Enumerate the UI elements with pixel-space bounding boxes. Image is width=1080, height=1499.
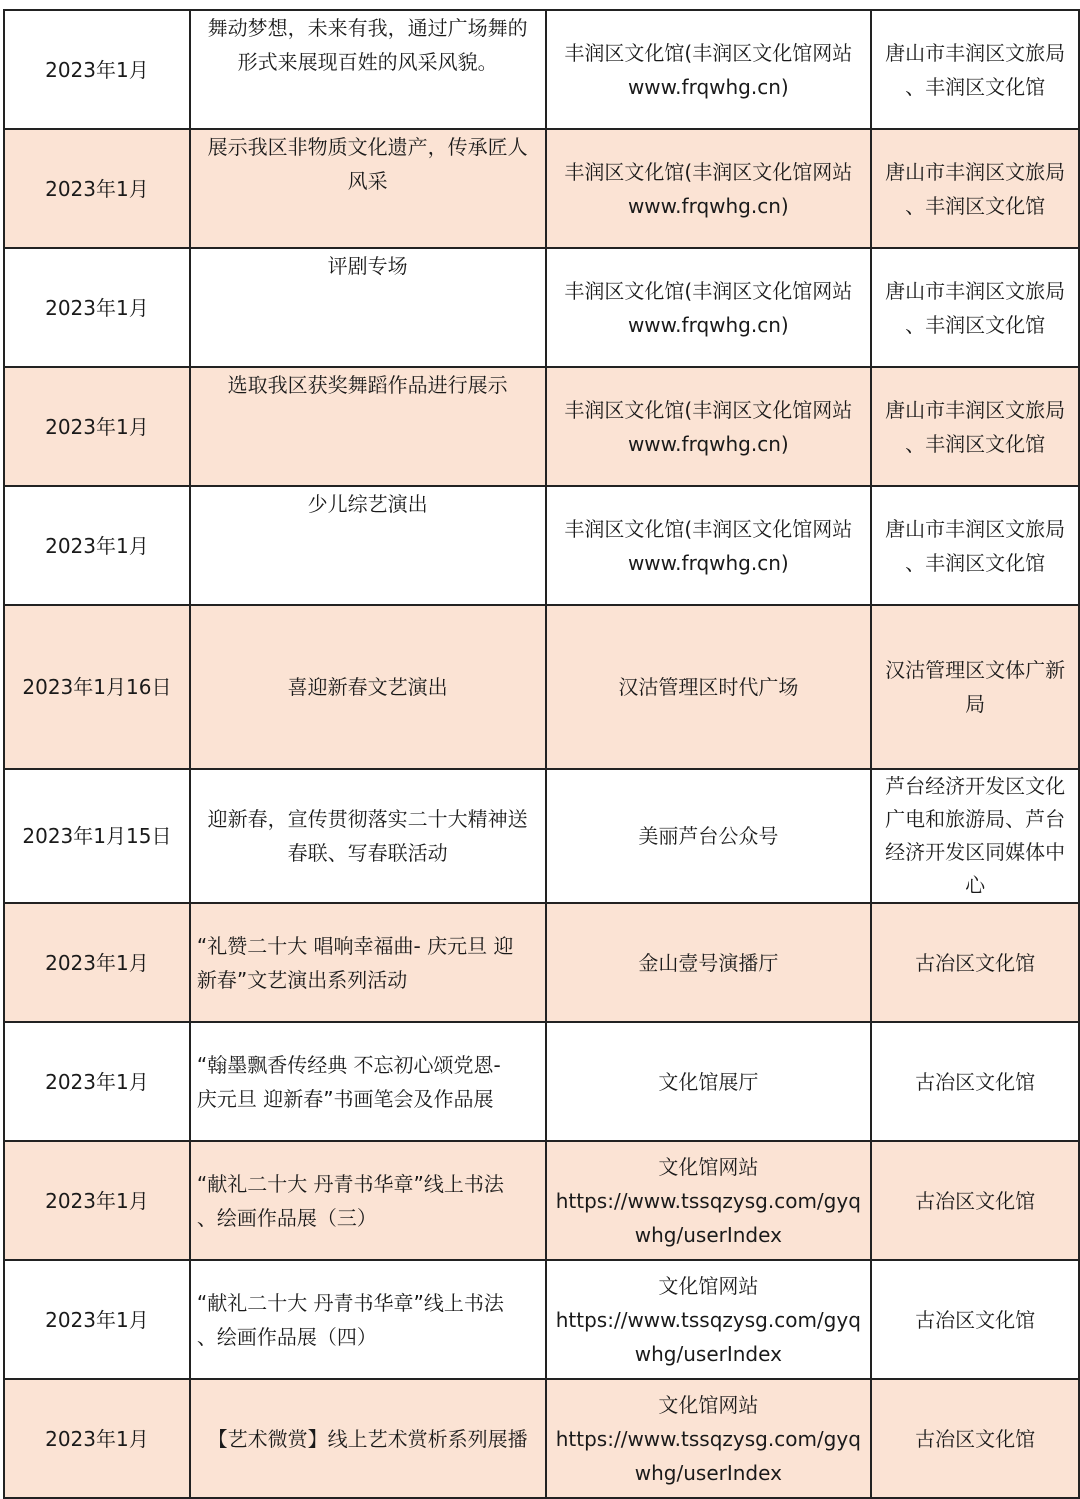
date-cell: 2023年1月16日 (4, 605, 190, 769)
table-row (4, 248, 1079, 367)
table-row (4, 486, 1079, 605)
organizer-cell-line: 唐山市丰润区文旅局 (885, 516, 1066, 541)
venue-cell-line: https://www.tssqzysg.com/gyq (555, 1307, 861, 1332)
venue-cell-line: whg/userIndex (634, 1460, 782, 1485)
activity-cell-line: 迎新春，宣传贯彻落实二十大精神送 (207, 807, 528, 831)
venue-cell (546, 1022, 872, 1141)
organizer-cell-line: 、丰润区文化馆 (905, 312, 1046, 337)
organizer-cell (871, 903, 1079, 1022)
venue-cell (546, 248, 872, 367)
organizer-cell-line: 古冶区文化馆 (915, 1307, 1036, 1332)
table-row (4, 129, 1079, 248)
table-row (4, 1141, 1079, 1260)
venue-cell-line: www.frqwhg.cn) (627, 193, 789, 218)
activity-cell (190, 367, 546, 486)
venue-cell-line: 文化馆网站 (658, 1154, 759, 1179)
organizer-cell-line: 古冶区文化馆 (915, 1426, 1036, 1451)
venue-cell (546, 10, 872, 129)
venue-cell-line: https://www.tssqzysg.com/gyq (555, 1426, 861, 1451)
venue-cell-line: www.frqwhg.cn) (627, 74, 789, 99)
activity-cell-line: 、绘画作品展（三） (196, 1205, 377, 1230)
venue-cell-line: 金山壹号演播厅 (638, 950, 779, 975)
activity-cell-line: “献礼二十大 丹青书华章”线上书法 (196, 1171, 504, 1196)
activity-cell (190, 248, 546, 367)
activity-cell (190, 903, 546, 1022)
date-cell: 2023年1月 (4, 1141, 190, 1260)
table-row (4, 769, 1079, 903)
activity-cell-line: 形式来展现百姓的风采风貌。 (237, 50, 498, 74)
organizer-cell-line: 、丰润区文化馆 (905, 74, 1046, 99)
organizer-cell-line: 、丰润区文化馆 (905, 550, 1046, 575)
organizer-cell-line: 古冶区文化馆 (915, 1188, 1036, 1213)
organizer-cell-line: 唐山市丰润区文旅局 (885, 159, 1066, 184)
venue-cell-line: 汉沽管理区时代广场 (618, 675, 799, 699)
date-cell: 2023年1月 (4, 903, 190, 1022)
organizer-cell-line: 广电和旅游局、芦台 (885, 807, 1066, 831)
venue-cell-line: https://www.tssqzysg.com/gyq (555, 1188, 861, 1213)
table-row (4, 10, 1079, 129)
activity-cell (190, 605, 546, 769)
organizer-cell-line: 、丰润区文化馆 (905, 193, 1046, 218)
venue-cell-line: 文化馆网站 (658, 1273, 759, 1298)
venue-cell-line: www.frqwhg.cn) (627, 431, 789, 456)
venue-cell-line: 文化馆网站 (658, 1392, 759, 1417)
table-row (4, 1379, 1079, 1498)
date-cell: 2023年1月 (4, 367, 190, 486)
activity-cell-line: 少儿综艺演出 (307, 492, 428, 516)
venue-cell-line: 美丽芦台公众号 (638, 824, 779, 848)
organizer-cell-line: 唐山市丰润区文旅局 (885, 40, 1066, 65)
venue-cell-line: whg/userIndex (634, 1341, 782, 1366)
venue-cell (546, 129, 872, 248)
venue-cell-line: www.frqwhg.cn) (627, 550, 789, 575)
activity-cell-line: 庆元旦 迎新春”书画笔会及作品展 (196, 1086, 494, 1111)
venue-cell-line: 丰润区文化馆(丰润区文化馆网站 (564, 159, 853, 184)
date-cell: 2023年1月 (4, 1260, 190, 1379)
activity-cell (190, 1022, 546, 1141)
activity-cell-line: 舞动梦想，未来有我，通过广场舞的 (207, 16, 528, 40)
venue-cell (546, 1379, 872, 1498)
organizer-cell (871, 248, 1079, 367)
organizer-cell (871, 129, 1079, 248)
activity-cell (190, 10, 546, 129)
date-cell: 2023年1月 (4, 1022, 190, 1141)
table-row (4, 903, 1079, 1022)
organizer-cell-line: 、丰润区文化馆 (905, 431, 1046, 456)
activity-cell-line: 、绘画作品展（四） (196, 1324, 377, 1349)
venue-cell-line: 文化馆展厅 (658, 1069, 759, 1094)
organizer-cell-line: 经济开发区同媒体中 (885, 840, 1066, 864)
activity-cell-line: 风采 (347, 169, 388, 193)
activity-cell-line: “献礼二十大 丹青书华章”线上书法 (196, 1290, 504, 1315)
activity-cell-line: “翰墨飘香传经典 不忘初心颂党恩- (196, 1052, 501, 1077)
date-cell: 2023年1月15日 (4, 769, 190, 903)
date-cell: 2023年1月 (4, 248, 190, 367)
activity-cell-line: 展示我区非物质文化遗产，传承匠人 (207, 135, 528, 159)
organizer-cell (871, 1260, 1079, 1379)
venue-cell (546, 605, 872, 769)
venue-cell (546, 769, 872, 903)
date-cell: 2023年1月 (4, 486, 190, 605)
venue-cell (546, 903, 872, 1022)
table-row (4, 605, 1079, 769)
venue-cell (546, 486, 872, 605)
organizer-cell-line: 唐山市丰润区文旅局 (885, 278, 1066, 303)
activity-cell-line: “礼赞二十大 唱响幸福曲- 庆元旦 迎 (196, 933, 514, 958)
activity-cell (190, 1141, 546, 1260)
venue-cell-line: 丰润区文化馆(丰润区文化馆网站 (564, 278, 853, 303)
venue-cell-line: 丰润区文化馆(丰润区文化馆网站 (564, 516, 853, 541)
organizer-cell-line: 汉沽管理区文体广新 (885, 658, 1066, 682)
venue-cell-line: www.frqwhg.cn) (627, 312, 789, 337)
organizer-cell (871, 486, 1079, 605)
organizer-cell (871, 1022, 1079, 1141)
activity-cell (190, 129, 546, 248)
activity-cell (190, 1379, 546, 1498)
organizer-cell (871, 605, 1079, 769)
organizer-cell-line: 芦台经济开发区文化 (885, 774, 1066, 798)
date-cell: 2023年1月 (4, 1379, 190, 1498)
venue-cell (546, 1141, 872, 1260)
table-row (4, 367, 1079, 486)
table-row (4, 1022, 1079, 1141)
activity-cell-line: 评剧专场 (327, 254, 408, 278)
table-body (4, 10, 1079, 1498)
activity-cell-line: 新春”文艺演出系列活动 (196, 967, 408, 992)
activity-cell-line: 春联、写春联活动 (287, 841, 448, 865)
table-row (4, 1260, 1079, 1379)
activity-cell (190, 1260, 546, 1379)
activity-cell-line: 喜迎新春文艺演出 (287, 675, 448, 699)
organizer-cell-line: 局 (965, 692, 986, 716)
organizer-cell-line: 古冶区文化馆 (915, 1069, 1036, 1094)
organizer-cell-line: 唐山市丰润区文旅局 (885, 397, 1066, 422)
venue-cell-line: 丰润区文化馆(丰润区文化馆网站 (564, 40, 853, 65)
venue-cell-line: whg/userIndex (634, 1222, 782, 1247)
venue-cell (546, 367, 872, 486)
activity-cell-line: 选取我区获奖舞蹈作品进行展示 (227, 373, 508, 397)
organizer-cell (871, 10, 1079, 129)
venue-cell-line: 丰润区文化馆(丰润区文化馆网站 (564, 397, 853, 422)
organizer-cell (871, 1141, 1079, 1260)
organizer-cell-line: 心 (965, 873, 986, 897)
organizer-cell (871, 367, 1079, 486)
activity-cell (190, 486, 546, 605)
activity-cell-line: 【艺术微赏】线上艺术赏析系列展播 (207, 1426, 528, 1451)
venue-cell (546, 1260, 872, 1379)
date-cell: 2023年1月 (4, 129, 190, 248)
organizer-cell-line: 古冶区文化馆 (915, 950, 1036, 975)
date-cell: 2023年1月 (4, 10, 190, 129)
activity-schedule-table (3, 9, 1080, 1499)
organizer-cell (871, 1379, 1079, 1498)
organizer-cell (871, 769, 1079, 903)
activity-cell (190, 769, 546, 903)
